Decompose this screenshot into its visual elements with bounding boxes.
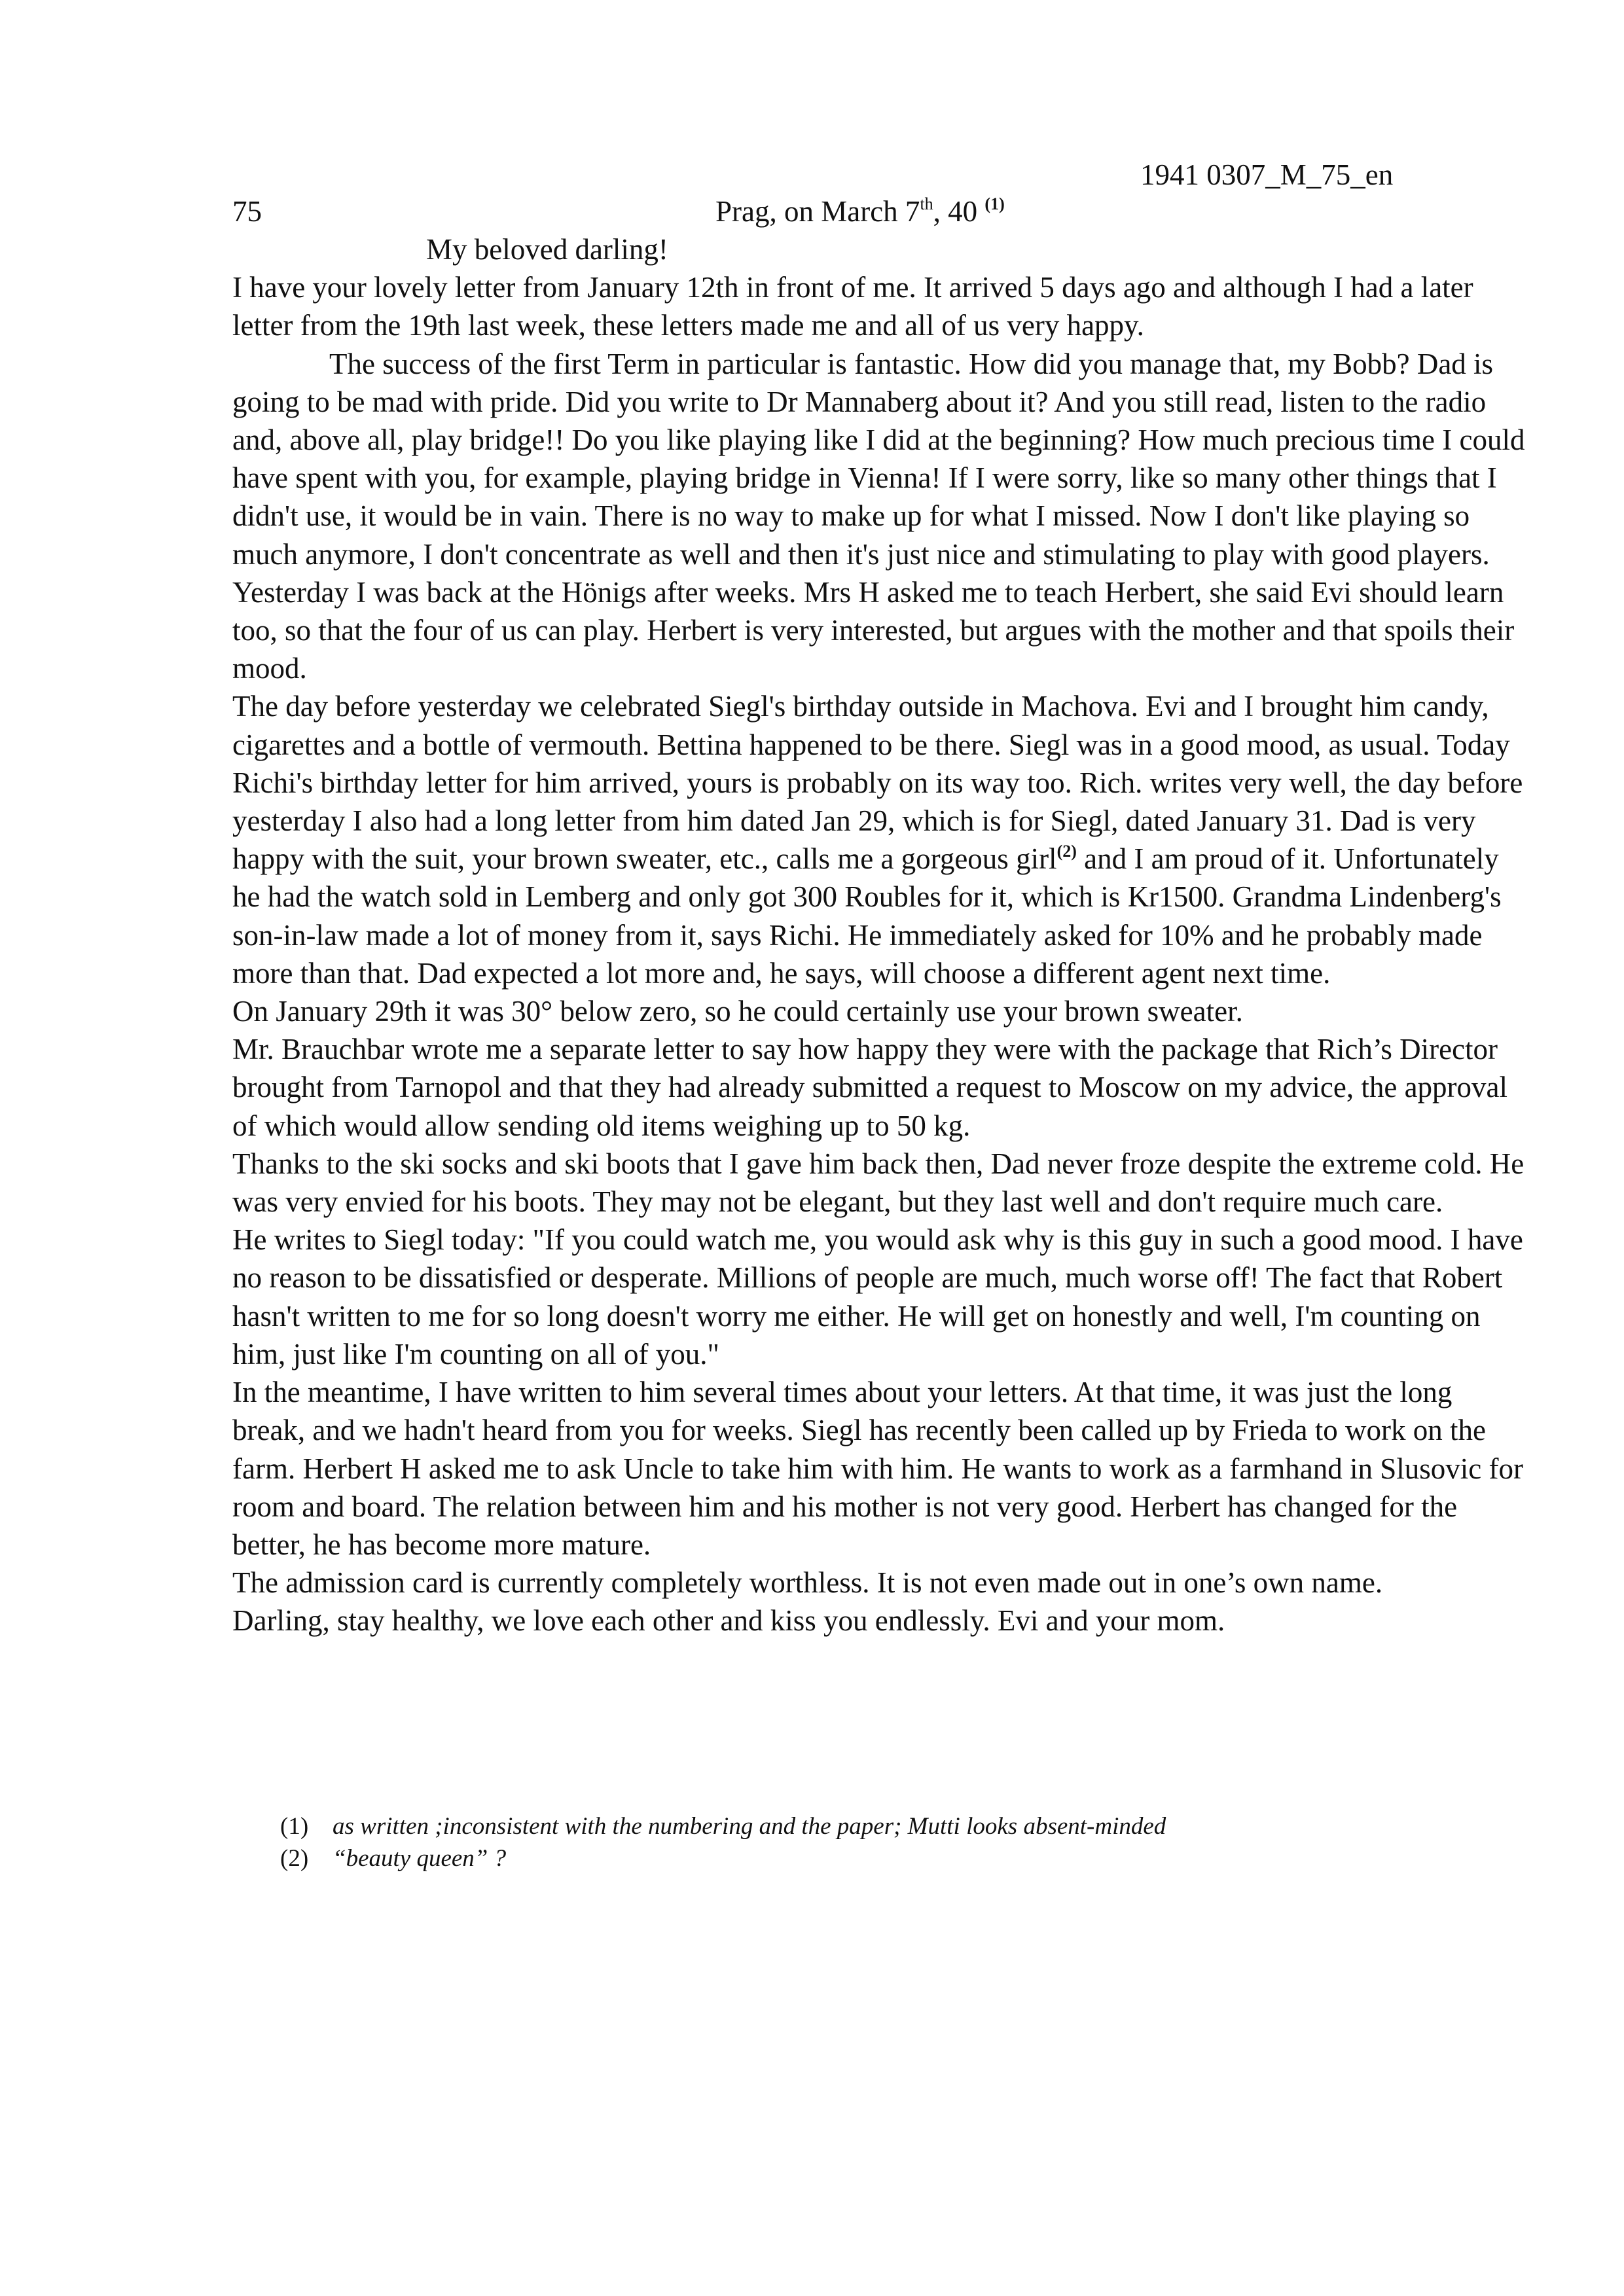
paragraph-9: The admission card is currently completely worthless. It is not even made out in one’s own name. <box>232 1566 1383 1600</box>
footnote-text: “beauty queen” ? <box>333 1845 507 1872</box>
page-number: 75 <box>232 195 262 228</box>
paragraph-2: The success of the first Term in particular is fantastic. How did you manage that, my Bobb? Dad is going to be mad with pride. Did you write to Dr Mannaberg about it? And you still read, listen to the radio and, above all, play bridge!! Do you like playing like I did at the beginning? How much precious time I could have spent with you, for example, playing bridge in Vienna! If I were sorry, like so many other things that I didn't use, it would be in vain. There is no way to make up for what I missed. Now I don't like playing so much anymore, I don't concentrate as well and then it's just nice and stimulating to play with good players. Yesterday I was back at the Hönigs after weeks. Mrs H asked me to teach Herbert, she said Evi should learn too, so that the four of us can play. Herbert is very interested, but argues with the mother and that spoils their mood. <box>232 347 1525 685</box>
letter-header <box>232 192 1528 232</box>
dateline <box>715 192 1005 230</box>
footnote-text: as written ;inconsistent with the numbering and the paper; Mutti looks absent-minded <box>333 1813 1166 1840</box>
paragraph-4: On January 29th it was 30° below zero, so he could certainly use your brown sweater. <box>232 995 1243 1028</box>
letter-body <box>232 230 1528 1640</box>
dateline-year: , 40 <box>933 195 985 228</box>
paragraph-5: Mr. Brauchbar wrote me a separate letter to say how happy they were with the package that Rich’s Director brought from Tarnopol and that they had already submitted a request to Moscow on my advice, the approval of which would allow sending old items weighing up to 50 kg. <box>232 1033 1508 1142</box>
footnote-number: (2) <box>280 1845 309 1872</box>
paragraph-10: Darling, stay healthy, we love each other and kiss you endlessly. Evi and your mom. <box>232 1604 1225 1638</box>
document-id: 1941 0307_M_75_en <box>1140 158 1394 191</box>
paragraph-1: I have your lovely letter from January 12th in front of me. It arrived 5 days ago and although I had a later letter from the 19th last week, these letters made me and all of us very happy. <box>232 271 1473 342</box>
footnote-ref-2: (2) <box>1056 842 1077 861</box>
footnote-ref-1: (1) <box>984 194 1005 213</box>
footnote-2 <box>280 1842 1524 1874</box>
paragraph-8: In the meantime, I have written to him several times about your letters. At that time, it was just the long break, and we hadn't heard from you for weeks. Siegl has recently been called up by Frieda to work on the farm. Herbert H asked me to ask Uncle to take him with him. He wants to work as a farmhand in Slusovic for room and board. The relation between him and his mother is not very good. Herbert has changed for the better, he has become more mature. <box>232 1376 1524 1561</box>
salutation: My beloved darling! <box>426 233 668 266</box>
paragraph-3-part-2: and I am proud of it. Unfortunately he had the watch sold in Lemberg and only got 300 Roubles for it, which is Kr1500. Grandma Lindenberg's son-in-law made a lot of money from it, says Richi. He immediately asked for 10% and he probably made more than that. Dad expected a lot more and, he says, will choose a different agent next time. <box>232 842 1502 990</box>
paragraph-7: He writes to Siegl today: "If you could watch me, you would ask why is this guy in such a good mood. I have no reason to be dissatisfied or desperate. Millions of people are much, much worse off! The fact that Robert hasn't written to me for so long doesn't worry me either. He will get on honestly and well, I'm counting on him, just like I'm counting on all of you." <box>232 1223 1523 1371</box>
paragraph-3 <box>232 687 1528 992</box>
footnote-number: (1) <box>280 1813 309 1840</box>
footnote-1 <box>280 1810 1524 1842</box>
dateline-place-date: Prag, on March 7 <box>715 195 920 228</box>
dateline-ordinal-suffix: th <box>920 194 933 213</box>
footnotes <box>280 1810 1524 1874</box>
paragraph-6: Thanks to the ski socks and ski boots that I gave him back then, Dad never froze despite the extreme cold. He was very envied for his boots. They may not be elegant, but they last well and don't require much care. <box>232 1147 1525 1219</box>
paragraph-3-part-1: The day before yesterday we celebrated Siegl's birthday outside in Machova. Evi and I brought him candy, cigarettes and a bottle of vermouth. Bettina happened to be there. Siegl was in a good mood, as usual. Today Richi's birthday letter for him arrived, yours is probably on its way too. Rich. writes very well, the day before yesterday I also had a long letter from him dated Jan 29, which is for Siegl, dated January 31. Dad is very happy with the suit, your brown sweater, etc., calls me a gorgeous girl <box>232 690 1523 876</box>
